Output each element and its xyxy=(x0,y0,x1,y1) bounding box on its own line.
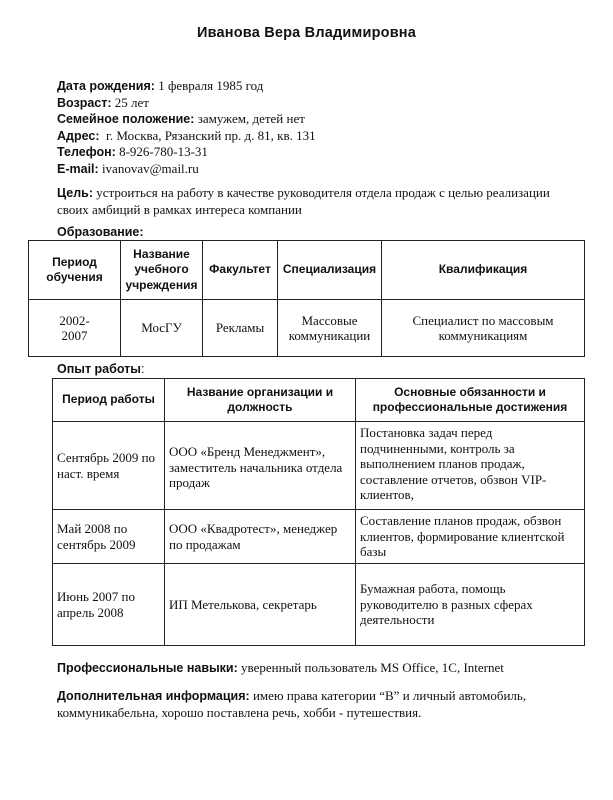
age-row xyxy=(57,95,577,112)
work-row xyxy=(53,422,585,510)
work-label-colon: : xyxy=(140,362,145,376)
work-organization: ИП Метелькова, секретарь xyxy=(165,564,356,646)
work-header-duties: Основные обязанности и профессиональные достижения xyxy=(356,379,585,422)
address-value: г. Москва, Рязанский пр. д. 81, кв. 131 xyxy=(99,127,316,143)
work-label xyxy=(57,362,144,376)
work-duties: Бумажная работа, помощь руководителю в разных сферах деятельности xyxy=(356,564,585,646)
resume-title: Иванова Вера Владимировна xyxy=(196,25,417,41)
work-organization: ООО «Квадротест», менеджер по продажам xyxy=(165,510,356,564)
address-label: Адрес: xyxy=(57,128,100,143)
work-period: Сентябрь 2009 по наст. время xyxy=(53,422,165,510)
education-qualification: Специалист по массовым коммуникациям xyxy=(382,300,585,357)
family-value: замужем, детей нет xyxy=(194,111,305,126)
phone-value: 8-926-780-13-31 xyxy=(115,144,208,159)
skills-text: уверенный пользователь MS Office, 1С, Internet xyxy=(237,660,504,675)
education-period: 2002-2007 xyxy=(29,300,121,357)
phone-row xyxy=(57,144,577,161)
family-row xyxy=(57,111,577,128)
personal-info xyxy=(57,78,577,177)
education-row xyxy=(29,300,585,357)
birth-value: 1 февраля 1985 год xyxy=(154,78,264,93)
work-header-organization: Название организации и должность xyxy=(165,379,356,422)
age-label: Возраст: xyxy=(57,95,112,110)
birth-label: Дата рождения: xyxy=(57,79,155,93)
address-row xyxy=(57,128,577,145)
email-row xyxy=(57,161,577,178)
extra-text: имею права категории “В” и личный автомобиль, коммуникабельна, хорошо поставлена речь, хобби - путешествия. xyxy=(57,688,527,720)
education-institution: МосГУ xyxy=(121,300,203,357)
education-table xyxy=(28,240,585,357)
goal-paragraph xyxy=(57,185,577,218)
work-organization: ООО «Бренд Менеджмент», заместитель начальника отдела продаж xyxy=(165,422,356,510)
skills-paragraph xyxy=(57,660,587,676)
family-label: Семейное положение: xyxy=(57,112,195,126)
work-header-row xyxy=(53,379,585,422)
goal-label: Цель: xyxy=(57,186,94,200)
education-faculty: Рекламы xyxy=(203,300,278,357)
extra-label: Дополнительная информация: xyxy=(57,689,250,703)
education-specialization: Массовые коммуникации xyxy=(278,300,382,357)
work-duties: Постановка задач перед подчиненными, контроль за выполнением планов продаж, составление отчетов, обзвон VIP-клиентов, xyxy=(356,422,585,510)
education-header-period: Период обучения xyxy=(29,241,121,300)
education-header-institution: Название учебного учреждения xyxy=(121,241,203,300)
education-label: Образование: xyxy=(57,225,144,239)
work-row xyxy=(53,564,585,646)
work-duties: Составление планов продаж, обзвон клиентов, формирование клиентской базы xyxy=(356,510,585,564)
phone-label: Телефон: xyxy=(57,145,116,159)
email-value: ivanovav@mail.ru xyxy=(98,160,199,176)
skills-label: Профессиональные навыки: xyxy=(57,661,238,675)
work-row xyxy=(53,510,585,564)
work-table xyxy=(52,378,585,646)
work-period: Июнь 2007 по апрель 2008 xyxy=(53,564,165,646)
goal-text: устроиться на работу в качестве руководителя отдела продаж с целью реализации своих амбиций в рамках интереса компании xyxy=(57,185,550,217)
birth-row xyxy=(57,78,577,95)
work-label-text: Опыт работы xyxy=(57,362,141,376)
extra-info-paragraph xyxy=(57,688,587,721)
education-header-qualification: Квалификация xyxy=(382,241,585,300)
education-header-specialization: Специализация xyxy=(278,241,382,300)
education-header-faculty: Факультет xyxy=(203,241,278,300)
work-header-period: Период работы xyxy=(53,379,165,422)
education-header-row xyxy=(29,241,585,300)
age-value: 25 лет xyxy=(111,94,149,110)
work-period: Май 2008 по сентябрь 2009 xyxy=(53,510,165,564)
email-label: E-mail: xyxy=(57,161,99,176)
